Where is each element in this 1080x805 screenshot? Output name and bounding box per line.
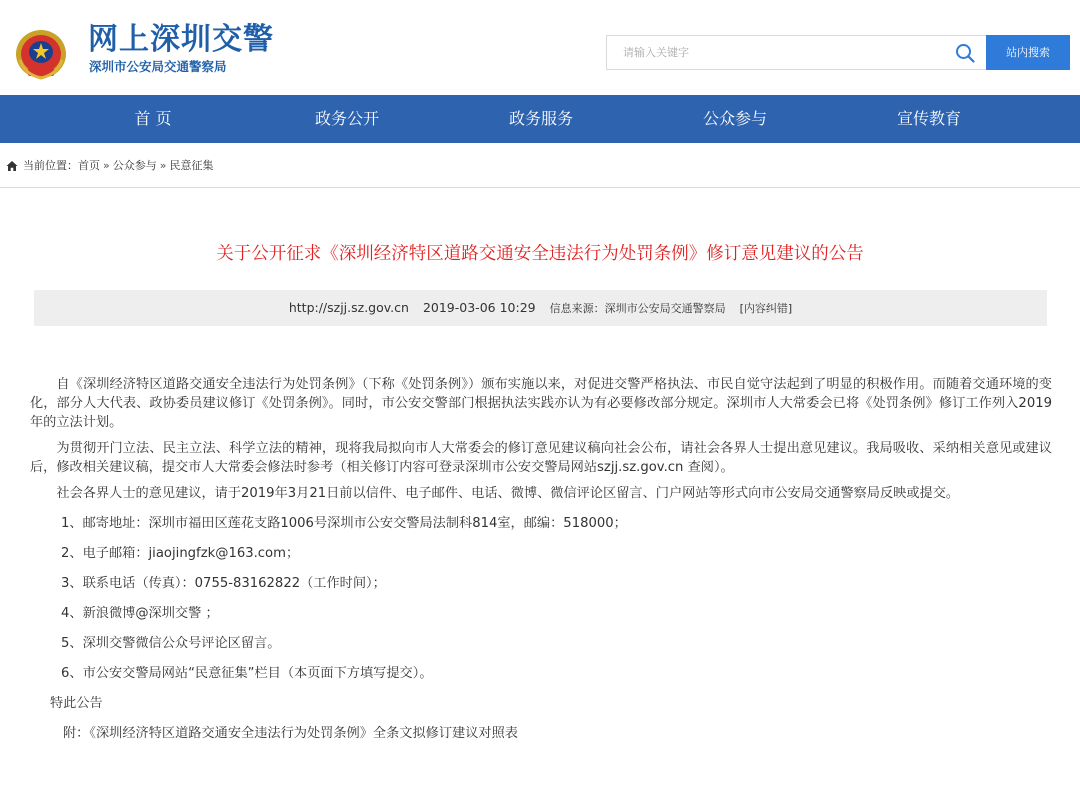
breadcrumb-label: 当前位置：: [23, 159, 78, 172]
contact-item-mail: 1、邮寄地址：深圳市福田区莲花支路1006号深圳市公安交警局法制科814室，邮编：518000；: [61, 516, 627, 531]
breadcrumb-separator: »: [159, 159, 167, 172]
site-header: [0, 0, 1080, 95]
nav-item-public-participation[interactable]: 公众参与: [702, 109, 767, 128]
article-paragraph: 为贯彻开门立法、民主立法、科学立法的精神，现将我局拟向市人大常委会的修订意见建议稿向社会公布，请社会各界人士提出意见建议。我局吸收、采纳相关意见或建议后，修改相关建议稿，提交市人大常委会修法时参考（相关修订内容可登录深圳市公安交警局网站szjj.sz.gov.cn 查阅）。: [30, 441, 1052, 475]
attachment-link[interactable]: 附：《深圳经济特区道路交通安全违法行为处罚条例》全条文拟修订建议对照表: [63, 726, 518, 741]
breadcrumb-home[interactable]: 首页: [78, 159, 100, 172]
content-correction-link[interactable]: [内容纠错]: [739, 302, 793, 315]
meta-url[interactable]: http://szjj.sz.gov.cn: [288, 300, 409, 315]
home-icon: [6, 160, 18, 172]
search-box: [606, 35, 986, 70]
article-paragraph: 社会各界人士的意见建议，请于2019年3月21日前以信件、电子邮件、电话、微博、微信评论区留言、门户网站等形式向市公安局交通警察局反映或提交。: [56, 486, 960, 501]
police-emblem-icon[interactable]: [14, 24, 68, 80]
site-subtitle: 深圳市公安局交通警察局: [89, 59, 227, 74]
article-paragraph: 自《深圳经济特区道路交通安全违法行为处罚条例》（下称《处罚条例》）颁布实施以来，对促进交警严格执法、市民自觉守法起到了明显的积极作用。而随着交通环境的变化，部分人大代表、政协委员建议修订《处罚条例》。同时，市公安交警部门根据执法实践亦认为有必要修改部分规定。深圳市人大常委会已将《处罚条例》修订工作列入2019年的立法计划。: [30, 377, 1052, 430]
search-input[interactable]: [623, 36, 943, 69]
contact-item-website: 6、市公安交警局网站“民意征集”栏目（本页面下方填写提交）。: [61, 666, 433, 681]
search-icon[interactable]: [955, 43, 975, 63]
article-body: [30, 375, 1052, 743]
breadcrumb-public-participation[interactable]: 公众参与: [112, 159, 157, 172]
site-title[interactable]: 网上深圳交警: [88, 22, 274, 57]
notice-closing: 特此公告: [50, 696, 103, 711]
breadcrumb-divider: [0, 187, 1080, 188]
breadcrumb-separator: »: [103, 159, 110, 172]
contact-item-phone: 3、联系电话（传真）：0755-83162822（工作时间）；: [61, 576, 386, 591]
meta-source: 信息来源：深圳市公安局交通警察局: [549, 302, 726, 315]
breadcrumb-opinion-collection[interactable]: 民意征集: [169, 159, 214, 172]
nav-item-government-services[interactable]: 政务服务: [508, 109, 573, 128]
breadcrumb: [6, 157, 213, 175]
contact-item-email: 2、电子邮箱：jiaojingfzk@163.com；: [61, 546, 300, 561]
main-nav: [0, 95, 1080, 143]
article-meta: [34, 290, 1047, 326]
site-search-button[interactable]: 站内搜索: [986, 35, 1070, 70]
meta-datetime: 2019-03-06 10:29: [422, 300, 536, 315]
nav-item-home[interactable]: 首 页: [134, 109, 172, 128]
nav-item-publicity-education[interactable]: 宣传教育: [896, 109, 961, 128]
contact-item-weibo: 4、新浪微博@深圳交警 ；: [61, 606, 219, 621]
article-title: 关于公开征求《深圳经济特区道路交通安全违法行为处罚条例》修订意见建议的公告: [216, 244, 864, 264]
contact-item-wechat: 5、深圳交警微信公众号评论区留言。: [61, 636, 281, 651]
nav-item-government-affairs[interactable]: 政务公开: [314, 109, 379, 128]
